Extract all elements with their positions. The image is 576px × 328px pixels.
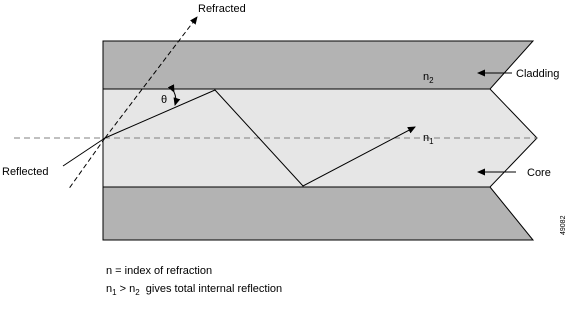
cladding-bottom [103, 187, 533, 240]
theta-label: θ [161, 94, 168, 106]
n1-label: $n_1$ [423, 132, 434, 146]
reflected-label: Reflected [2, 166, 49, 178]
n2-label: $n_2$ [423, 71, 434, 85]
incident-ray [63, 138, 105, 166]
reflected-ray [68, 138, 105, 190]
figure-id: 49082 [560, 215, 567, 235]
core-label: Core [527, 167, 551, 179]
refracted-label: Refracted [198, 3, 246, 15]
legend-line-1: n = index of refraction [106, 265, 213, 277]
legend-line-2: $n_1 > n_2$ gives total internal reflection [106, 283, 283, 297]
cladding-top [103, 41, 533, 89]
cladding-label: Cladding [516, 68, 560, 80]
